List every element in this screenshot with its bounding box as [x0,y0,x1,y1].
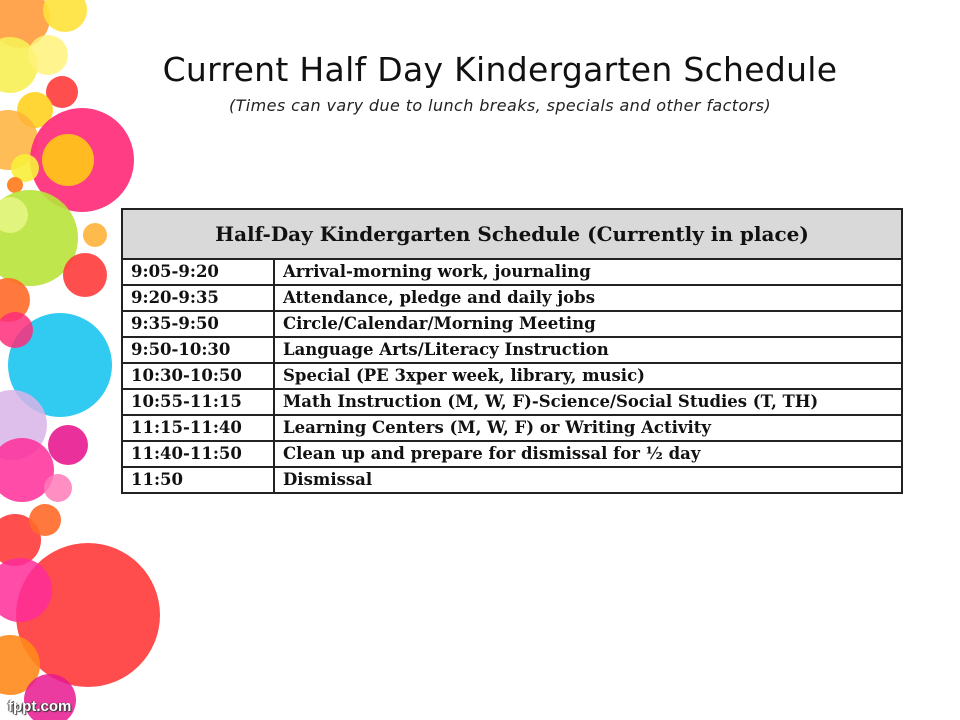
table-heading: Half-Day Kindergarten Schedule (Currently in place) [122,209,902,259]
table-row [122,311,902,337]
time-cell: 11:50 [122,467,274,493]
activity-cell: Attendance, pledge and daily jobs [274,285,902,311]
bubble [43,0,87,32]
table-row [122,467,902,493]
activity-cell: Learning Centers (M, W, F) or Writing Activity [274,415,902,441]
activity-cell: Clean up and prepare for dismissal for ½ day [274,441,902,467]
table-row [122,415,902,441]
table-header-row [122,209,902,259]
time-cell: 9:35-9:50 [122,311,274,337]
time-cell: 11:40-11:50 [122,441,274,467]
activity-cell: Arrival-morning work, journaling [274,259,902,285]
bubble [29,504,61,536]
table-row [122,337,902,363]
activity-cell: Special (PE 3xper week, library, music) [274,363,902,389]
table-row [122,259,902,285]
bubble [7,177,23,193]
time-cell: 9:50-10:30 [122,337,274,363]
time-cell: 9:05-9:20 [122,259,274,285]
bubble [44,474,72,502]
activity-cell: Language Arts/Literacy Instruction [274,337,902,363]
slide-title: Current Half Day Kindergarten Schedule [162,50,838,89]
bubble [83,223,107,247]
table-row [122,441,902,467]
time-cell: 10:30-10:50 [122,363,274,389]
bubble [42,134,94,186]
fppt-watermark: fppt.com [8,698,72,715]
time-cell: 11:15-11:40 [122,415,274,441]
schedule-table [121,208,903,494]
activity-cell: Circle/Calendar/Morning Meeting [274,311,902,337]
table-row [122,363,902,389]
time-cell: 10:55-11:15 [122,389,274,415]
slide-subtitle: (Times can vary due to lunch breaks, specials and other factors) [228,96,772,115]
table-row [122,389,902,415]
table-row [122,285,902,311]
time-cell: 9:20-9:35 [122,285,274,311]
bubble [63,253,107,297]
activity-cell: Math Instruction (M, W, F)-Science/Social Studies (T, TH) [274,389,902,415]
activity-cell: Dismissal [274,467,902,493]
bubble [48,425,88,465]
